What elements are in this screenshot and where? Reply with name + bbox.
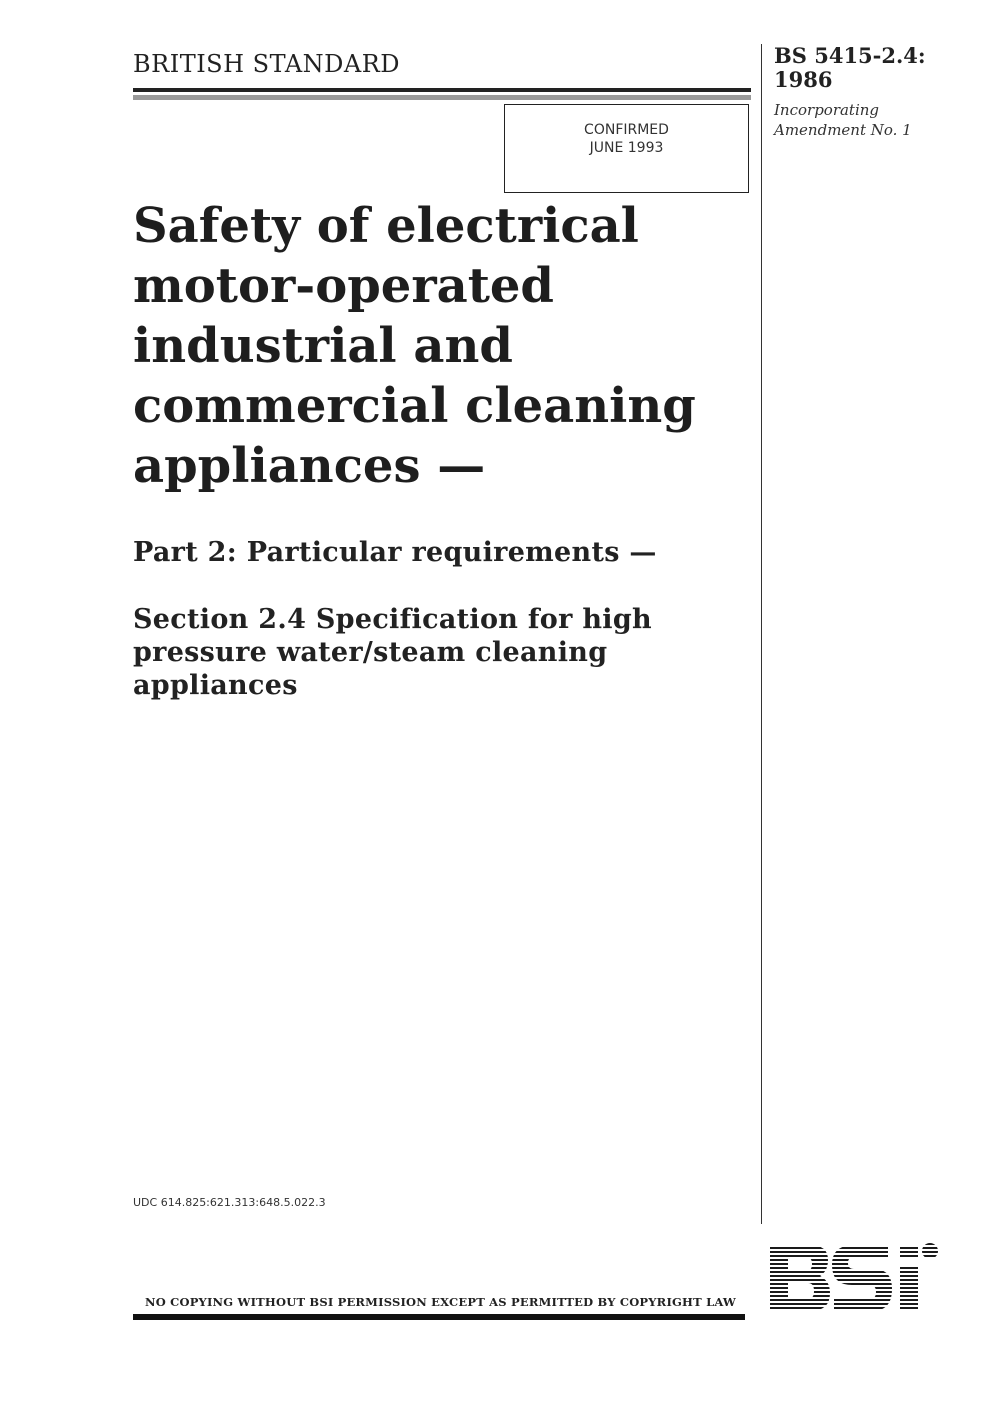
amendment-line-1: Incorporating (774, 101, 880, 119)
copyright-notice: NO COPYING WITHOUT BSI PERMISSION EXCEPT AS PERMITTED BY COPYRIGHT LAW (145, 1295, 737, 1309)
title-line-1: Safety of electrical (133, 198, 639, 254)
standard-year: 1986 (774, 67, 833, 92)
standard-number (774, 44, 926, 92)
title-line-3: industrial and (133, 318, 513, 374)
document-title (133, 196, 733, 496)
section-line-3: appliances (133, 670, 298, 701)
confirmed-box (504, 104, 749, 193)
standard-number-line: BS 5415-2.4: (774, 43, 926, 68)
section-title (133, 603, 733, 702)
confirmed-label: CONFIRMED (584, 122, 669, 138)
header-rule (133, 88, 751, 92)
udc-code: UDC 614.825:621.313:648.5.022.3 (133, 1196, 326, 1209)
title-line-5: appliances — (133, 438, 486, 494)
standard-label: BRITISH STANDARD (133, 50, 401, 78)
section-line-1: Section 2.4 Specification for high (133, 604, 652, 635)
title-line-2: motor-operated (133, 258, 554, 314)
amendment-line-2: Amendment No. 1 (774, 121, 912, 139)
amendment-note (774, 100, 912, 140)
title-line-4: commercial cleaning (133, 378, 696, 434)
bsi-logo (770, 1243, 946, 1313)
header-rule-grey (133, 95, 751, 100)
confirmed-date: JUNE 1993 (589, 140, 664, 156)
part-title: Part 2: Particular requirements — (133, 537, 657, 568)
vertical-divider (761, 44, 762, 1224)
section-line-2: pressure water/steam cleaning (133, 637, 608, 668)
footer-rule (133, 1314, 745, 1320)
